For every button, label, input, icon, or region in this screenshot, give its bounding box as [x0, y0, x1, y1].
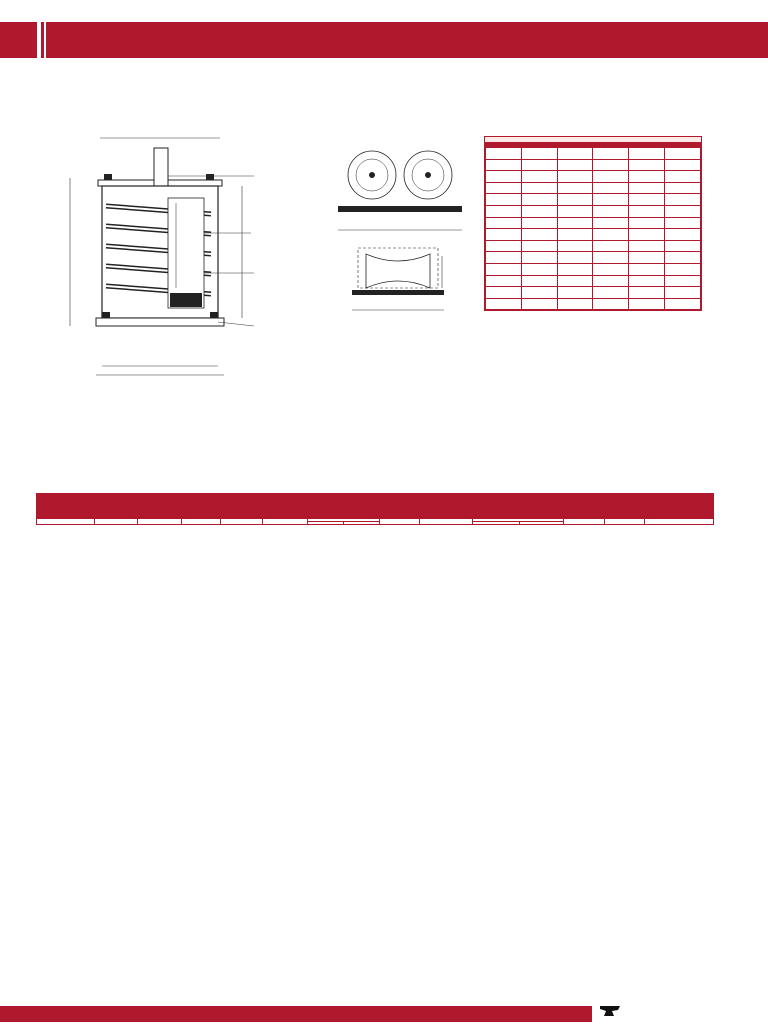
pipe-roll-row [486, 148, 701, 160]
pipe-roll-cell [593, 263, 629, 275]
pipe-roll-cell [486, 252, 522, 264]
pipe-roll-row [486, 217, 701, 229]
pipe-roll-cell [665, 263, 701, 275]
pipe-roll-cell [629, 171, 665, 183]
footer-bar [0, 1006, 592, 1022]
pipe-roll-row [486, 298, 701, 310]
pipe-roll-row [486, 159, 701, 171]
pipe-roll-cell [665, 229, 701, 241]
pipe-roll-cell [665, 171, 701, 183]
pipe-roll-cell [521, 287, 557, 299]
pipe-roll-cell [665, 148, 701, 160]
th-load-col [564, 519, 604, 525]
pipe-roll-row [486, 287, 701, 299]
pipe-roll-cell [521, 275, 557, 287]
pipe-roll-cell [557, 252, 593, 264]
pipe-roll-cell [521, 240, 557, 252]
pipe-roll-cell [665, 275, 701, 287]
pipe-roll-cell [486, 148, 522, 160]
pipe-roll-cell [665, 252, 701, 264]
pipe-roll-row [486, 263, 701, 275]
pipe-roll-cell [629, 194, 665, 206]
pipe-roll-cell [593, 159, 629, 171]
pipe-roll-cell [521, 263, 557, 275]
th-size [37, 519, 95, 525]
th-bottom-sq [262, 519, 307, 525]
pipe-roll-row [486, 275, 701, 287]
pipe-roll-cell [521, 148, 557, 160]
pipe-roll-cell [486, 159, 522, 171]
pipe-roll-row [486, 194, 701, 206]
pipe-roll-cell [557, 229, 593, 241]
banner-stripe [37, 22, 41, 58]
pipe-roll-cell [629, 229, 665, 241]
th-casing-diam [182, 519, 220, 525]
pipe-roll-cell [593, 287, 629, 299]
pipe-roll-cell [521, 252, 557, 264]
pipe-roll-cell [629, 287, 665, 299]
pipe-roll-table [485, 142, 701, 310]
pipe-roll-cell [629, 298, 665, 310]
th-x-max [519, 522, 564, 525]
pipe-roll-cell [665, 182, 701, 194]
pipe-roll-cell [521, 217, 557, 229]
pipe-roll-cell [486, 229, 522, 241]
th-load-flange [604, 519, 644, 525]
pipe-roll-row [486, 240, 701, 252]
pipe-roll-cell [521, 298, 557, 310]
pipe-roll-cell [593, 205, 629, 217]
pipe-roll-cell [629, 182, 665, 194]
pipe-roll-row [486, 171, 701, 183]
pipe-roll-cell [629, 148, 665, 160]
pipe-roll-cell [629, 263, 665, 275]
pipe-roll-row [486, 252, 701, 264]
pipe-roll-cell [521, 159, 557, 171]
pipe-roll-row [486, 229, 701, 241]
pipe-roll-cell [593, 171, 629, 183]
pipe-roll-cell [665, 287, 701, 299]
th-bolts [379, 519, 419, 525]
pipe-roll-row [486, 205, 701, 217]
pipe-roll-cell [486, 287, 522, 299]
pipe-roll-table-box [484, 136, 702, 311]
pipe-roll-cell [593, 252, 629, 264]
pipe-roll-cell [593, 217, 629, 229]
pipe-roll-cell [629, 252, 665, 264]
pipe-roll-cell [593, 148, 629, 160]
pipe-roll-cell [557, 194, 593, 206]
pipe-roll-cell [557, 182, 593, 194]
banner-stripe-thin [44, 22, 46, 58]
th-bolt-min [307, 522, 343, 525]
pipe-roll-cell [521, 229, 557, 241]
pipe-roll-cell [593, 275, 629, 287]
pipe-roll-cell [629, 275, 665, 287]
hanger-drawing-svg [46, 128, 476, 378]
th-thick-bottom [420, 519, 473, 525]
pipe-roll-body [486, 148, 701, 310]
pipe-roll-cell [486, 240, 522, 252]
pipe-roll-cell [486, 205, 522, 217]
dimensions-table-title [36, 493, 714, 518]
pipe-roll-cell [593, 194, 629, 206]
pipe-roll-cell [486, 275, 522, 287]
pipe-roll-cell [629, 217, 665, 229]
pipe-roll-cell [557, 275, 593, 287]
th-thick-load [644, 519, 713, 525]
hanger-drawing [46, 128, 476, 378]
pipe-roll-cell [665, 298, 701, 310]
pipe-roll-cell [665, 240, 701, 252]
th-weight [95, 519, 137, 525]
pipe-roll-cell [593, 229, 629, 241]
pipe-roll-cell [665, 159, 701, 171]
pipe-roll-cell [557, 148, 593, 160]
pipe-roll-cell [521, 182, 557, 194]
pipe-roll-cell [557, 217, 593, 229]
pipe-roll-cell [486, 171, 522, 183]
pipe-roll-cell [665, 194, 701, 206]
pipe-roll-cell [557, 205, 593, 217]
pipe-roll-cell [629, 205, 665, 217]
pipe-roll-cell [557, 171, 593, 183]
pipe-roll-cell [557, 263, 593, 275]
pipe-roll-cell [557, 240, 593, 252]
pipe-roll-cell [629, 240, 665, 252]
pipe-roll-cell [557, 287, 593, 299]
dimensions-table-wrap [36, 493, 714, 525]
pipe-roll-cell [593, 182, 629, 194]
pipe-roll-cell [486, 298, 522, 310]
th-bolt-max [343, 522, 379, 525]
pipe-roll-cell [486, 194, 522, 206]
section-banner [0, 22, 768, 58]
pipe-roll-cell [521, 194, 557, 206]
pipe-roll-cell [486, 182, 522, 194]
th-x-min [473, 522, 520, 525]
dimensions-table [36, 518, 714, 525]
pipe-roll-row [486, 182, 701, 194]
pipe-roll-cell [593, 298, 629, 310]
pipe-roll-cell [665, 217, 701, 229]
pipe-roll-cell [486, 217, 522, 229]
pipe-roll-cell [665, 205, 701, 217]
pipe-roll-cell [629, 159, 665, 171]
pipe-roll-cell [557, 298, 593, 310]
pipe-roll-cell [557, 159, 593, 171]
pipe-roll-cell [593, 240, 629, 252]
pipe-roll-cell [521, 171, 557, 183]
th-casing-length [137, 519, 182, 525]
anvil-logo [598, 1000, 708, 1024]
pipe-roll-cell [521, 205, 557, 217]
th-flange-diam [220, 519, 262, 525]
pipe-roll-cell [486, 263, 522, 275]
